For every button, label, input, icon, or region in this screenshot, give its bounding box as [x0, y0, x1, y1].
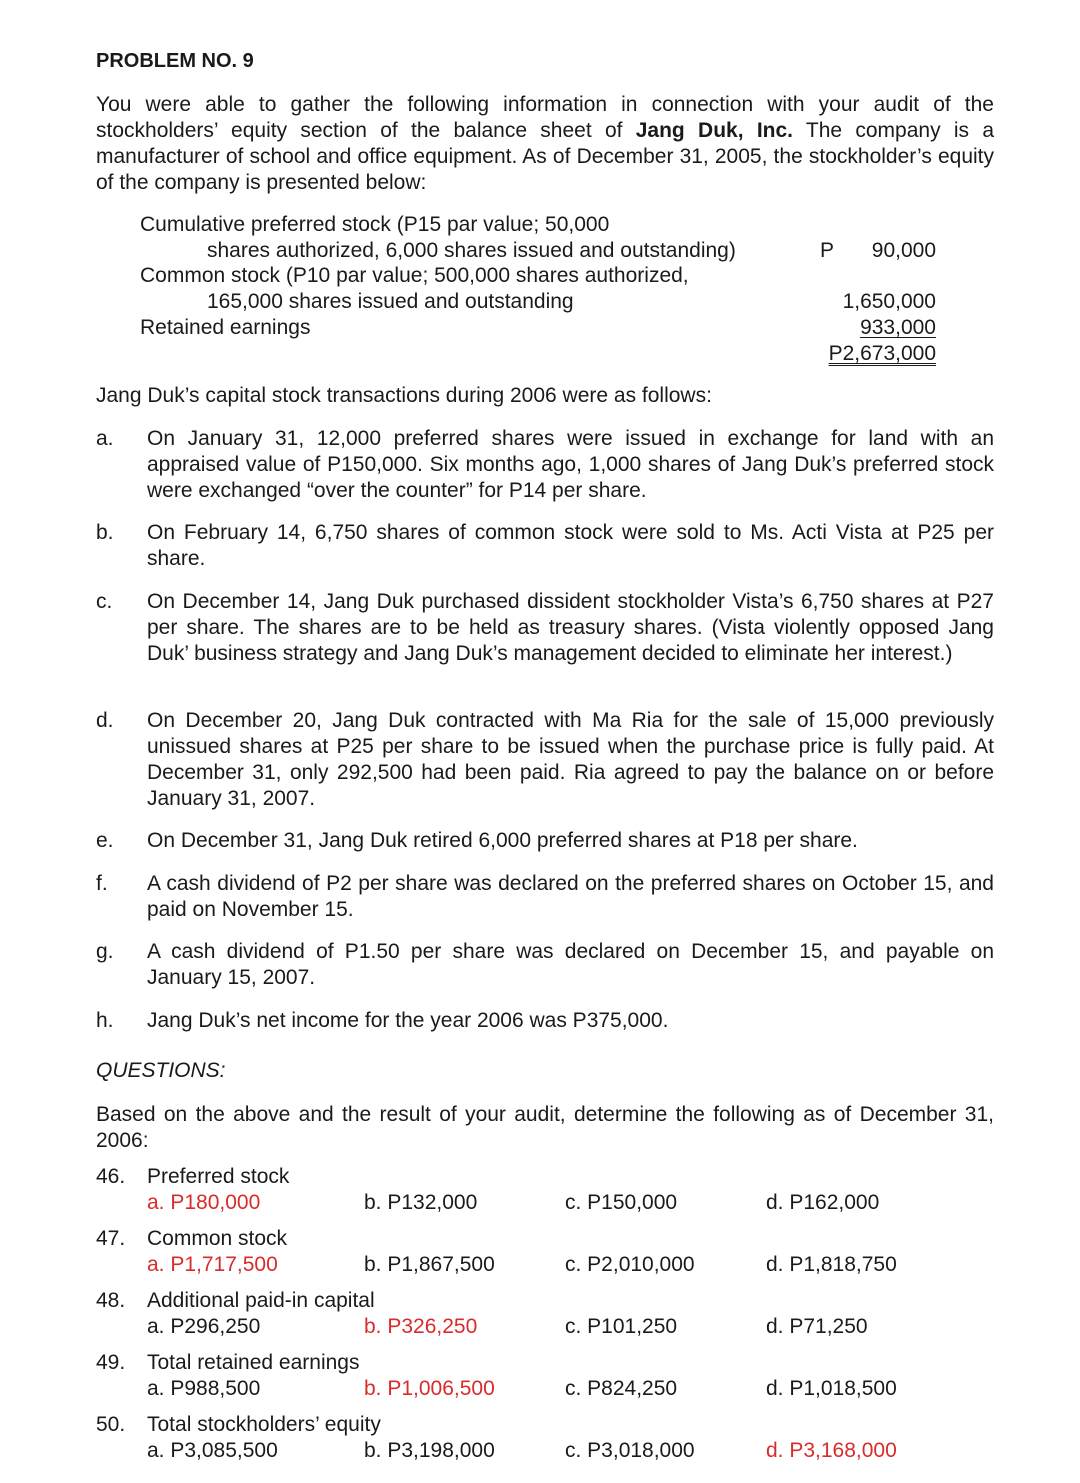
preferred-stock-line2: shares authorized, 6,000 shares issued and outstanding)	[207, 239, 736, 262]
common-stock-amount: 1,650,000	[842, 290, 936, 313]
question-title: Common stock	[147, 1227, 288, 1250]
questions-heading: QUESTIONS:	[96, 1059, 226, 1082]
transaction-text: Jang Duk’s net income for the year 2006 was P375,000.	[147, 1009, 669, 1032]
answer-option-c: c. P150,000	[565, 1191, 678, 1214]
problem-title: PROBLEM NO. 9	[96, 50, 254, 72]
question-number: 46.	[96, 1165, 126, 1188]
question-title: Total retained earnings	[147, 1351, 360, 1374]
answer-option-a: a. P3,085,500	[147, 1439, 278, 1462]
question-title: Preferred stock	[147, 1165, 290, 1188]
answer-option-d: d. P71,250	[766, 1315, 868, 1338]
transaction-letter: g.	[96, 940, 114, 963]
answer-option-b: b. P1,867,500	[364, 1253, 495, 1276]
answer-option-a: a. P180,000	[147, 1191, 261, 1214]
question-number: 48.	[96, 1289, 126, 1312]
answer-option-d: d. P162,000	[766, 1191, 880, 1214]
answer-option-c: c. P824,250	[565, 1377, 678, 1400]
transaction-letter: d.	[96, 709, 114, 732]
preferred-stock-line1: Cumulative preferred stock (P15 par value; 50,000	[140, 213, 610, 236]
retained-earnings-label: Retained earnings	[140, 316, 311, 339]
answer-option-d: d. P3,168,000	[766, 1439, 897, 1462]
transaction-text: On January 31, 12,000 preferred shares were issued in exchange for land with an appraised value of P150,000. Six months ago, 1,000 shares of Jang Duk’s preferred stock were exchanged “over the counter” for P14 per share.	[147, 427, 994, 502]
transactions-intro: Jang Duk’s capital stock transactions during 2006 were as follows:	[96, 384, 712, 407]
currency-symbol: P	[820, 239, 835, 262]
transaction-text: A cash dividend of P2 per share was declared on the preferred shares on October 15, and paid on November 15.	[147, 872, 994, 921]
intro-paragraph: You were able to gather the following information in connection with your audit of the stockholders’ equity section of the balance sheet of Jang Duk, Inc. The company is a manufacturer of school and office equipment. As of December 31, 2005, the stockholder’s equity of the company is presented below:	[96, 93, 994, 194]
preferred-stock-amount: 90,000	[871, 239, 936, 262]
company-name: Jang Duk, Inc.	[635, 119, 794, 142]
common-stock-line1: Common stock (P10 par value; 500,000 shares authorized,	[140, 264, 689, 287]
questions-intro: Based on the above and the result of your audit, determine the following as of December 31, 2006:	[96, 1103, 994, 1152]
question-number: 49.	[96, 1351, 126, 1374]
question-title: Additional paid-in capital	[147, 1289, 375, 1312]
transaction-text: On December 31, Jang Duk retired 6,000 preferred shares at P18 per share.	[147, 829, 858, 852]
answer-option-a: a. P296,250	[147, 1315, 261, 1338]
answer-option-c: c. P2,010,000	[565, 1253, 695, 1276]
transaction-text: A cash dividend of P1.50 per share was declared on December 15, and payable on January 15, 2007.	[147, 940, 994, 989]
answer-option-b: b. P1,006,500	[364, 1377, 495, 1400]
answer-option-b: b. P326,250	[364, 1315, 478, 1338]
common-stock-line2: 165,000 shares issued and outstanding	[207, 290, 574, 313]
transaction-text: On February 14, 6,750 shares of common stock were sold to Ms. Acti Vista at P25 per share.	[147, 521, 994, 570]
answer-option-d: d. P1,018,500	[766, 1377, 897, 1400]
question-title: Total stockholders’ equity	[147, 1413, 381, 1436]
transaction-letter: e.	[96, 829, 114, 852]
answer-option-b: b. P3,198,000	[364, 1439, 495, 1462]
transaction-letter: h.	[96, 1009, 114, 1032]
transaction-letter: c.	[96, 590, 113, 613]
answer-option-c: c. P3,018,000	[565, 1439, 695, 1462]
answer-option-a: a. P1,717,500	[147, 1253, 278, 1276]
retained-earnings-amount: 933,000	[860, 316, 936, 339]
answer-option-a: a. P988,500	[147, 1377, 261, 1400]
transaction-text: On December 20, Jang Duk contracted with Ma Ria for the sale of 15,000 previously unissued shares at P25 per share to be issued when the purchase price is fully paid. At December 31, only 292,500 had been paid. Ria agreed to pay the balance on or before January 31, 2007.	[147, 709, 994, 810]
answer-option-c: c. P101,250	[565, 1315, 678, 1338]
question-number: 47.	[96, 1227, 126, 1250]
transaction-text: On December 14, Jang Duk purchased dissident stockholder Vista’s 6,750 shares at P27 per share. The shares are to be held as treasury shares. (Vista violently opposed Jang Duk’ business strategy and Jang Duk’s management decided to eliminate her interest.)	[147, 590, 994, 665]
transaction-letter: a.	[96, 427, 114, 450]
question-number: 50.	[96, 1413, 126, 1436]
transaction-letter: f.	[96, 872, 108, 895]
equity-total: P2,673,000	[828, 342, 936, 365]
answer-option-d: d. P1,818,750	[766, 1253, 897, 1276]
answer-option-b: b. P132,000	[364, 1191, 478, 1214]
transaction-letter: b.	[96, 521, 114, 544]
